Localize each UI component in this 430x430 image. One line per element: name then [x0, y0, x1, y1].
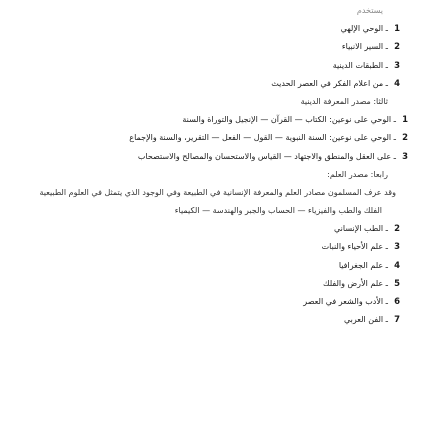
list-item — [8, 275, 416, 293]
list-item — [8, 202, 416, 220]
item-text: ـ الأدب والشعر في العصر — [303, 297, 388, 306]
list-item — [8, 184, 416, 202]
item-text: الفلك والطب والفيزياء — الحساب والجبر والهندسة — الكيمياء — [174, 206, 382, 216]
item-number: 3 — [402, 151, 408, 162]
item-text: رابعا: مصدر العلم: — [327, 169, 388, 179]
list-item — [8, 57, 416, 75]
item-text: ـ على العقل والمنطق والاجتهاد — القياس والاستحسان والمصالح والاستصحاب — [137, 151, 396, 161]
item-number: 2 — [394, 42, 400, 53]
item-text: ـ الطب الإنساني — [334, 224, 388, 234]
item-number: 2 — [394, 224, 400, 235]
item-text: ـ الفن العربي — [343, 315, 388, 325]
item-number: 2 — [402, 133, 408, 144]
list-item — [8, 220, 416, 238]
list-item — [8, 129, 416, 147]
list-item — [8, 148, 416, 166]
item-number: 6 — [394, 297, 400, 307]
document-body — [8, 2, 416, 329]
item-number: 1 — [394, 24, 400, 35]
list-item — [8, 75, 416, 93]
item-text: ـ الوحي الإلهي — [340, 24, 388, 34]
list-item — [8, 311, 416, 329]
item-text: ثالثا: مصدر المعرفة الدينية — [300, 96, 388, 106]
item-text: ـ الوحي على نوعين: الكتاب — القرآن — الإنجيل والتوراة والسنة — [182, 115, 396, 125]
list-item — [8, 111, 416, 129]
list-item — [8, 93, 416, 111]
top-line — [8, 2, 416, 20]
item-text: وقد عرف المسلمون مصادر العلم والمعرفة الإنسانية في الطبيعة وفي الوجود الذي يتمثل في العلوم الطبيعية — [39, 187, 396, 197]
item-number: 5 — [394, 278, 400, 289]
item-text: ـ علم الأرض والفلك — [323, 278, 388, 288]
item-text: ـ علم الأحياء والنبات — [321, 242, 388, 252]
item-text: ـ الطبقات الدينية — [332, 60, 388, 70]
item-text: ـ من اعلام الفكر في العصر الحديث — [271, 78, 388, 88]
item-number: 4 — [394, 78, 400, 89]
list-item — [8, 257, 416, 275]
item-text: ـ السير الانبياء — [341, 42, 388, 52]
top-hint: يستخدم — [356, 6, 383, 15]
item-number: 3 — [394, 242, 400, 253]
item-number: 1 — [402, 115, 408, 126]
list-item — [8, 293, 416, 311]
item-text: ـ الوحي على نوعين: السنة النبوية — القول — الفعل — التقرير، والسنة والإجماع — [129, 133, 396, 143]
list-item — [8, 20, 416, 38]
list-item — [8, 166, 416, 184]
item-number: 7 — [394, 315, 400, 326]
list-item — [8, 38, 416, 56]
item-number: 3 — [394, 60, 400, 71]
item-number: 4 — [394, 260, 400, 271]
item-list — [8, 20, 416, 329]
item-text: ـ علم الجغرافيا — [338, 260, 388, 270]
list-item — [8, 238, 416, 256]
